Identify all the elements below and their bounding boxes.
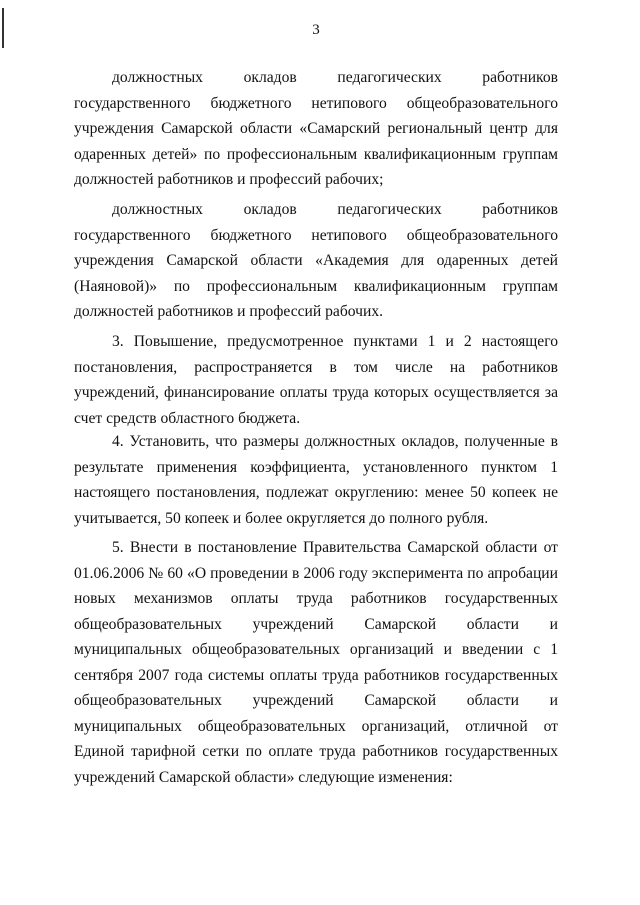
page-number: 3: [312, 22, 320, 38]
paragraph-salary-academy: должностных окладов педагогических работников государственного бюджетного нетипового общеобразовательного учреждения Самарской области «Академия для одаренных детей (Наяновой)» по профессиональным квалификационным группам должностей работников и профессий рабочих.: [74, 201, 558, 320]
paragraph-item-3: 3. Повышение, предусмотренное пунктами 1 и 2 настоящего постановления, распространяется в том числе на работников учреждений, финансирование оплаты труда которых осуществляется за счет средств областного бюджета.: [74, 333, 558, 427]
paragraph-item-5: 5. Внести в постановление Правительства Самарской области от 01.06.2006 № 60 «О проведении в 2006 году эксперимента по апробации новых механизмов оплаты труда работников государственных общеобразовательных учреждений Самарской области и муниципальных общеобразовательных организаций и введении с 1 сентября 2007 года системы оплаты труда работников государственных общеобразовательных учреждений Самарской области и муниципальных общеобразовательных организаций, отличной от Единой тарифной сетки по оплате труда работников государственных учреждений Самарской области» следующие изменения:: [74, 539, 558, 786]
paragraph-salary-regional-center: должностных окладов педагогических работников государственного бюджетного нетипового общеобразовательного учреждения Самарской области «Самарский региональный центр для одаренных детей» по профессиональным квалификационным группам должностей работников и профессий рабочих;: [74, 69, 558, 188]
paragraph-item-4: 4. Установить, что размеры должностных окладов, полученные в результате применения коэффициента, установленного пунктом 1 настоящего постановления, подлежат округлению: менее 50 копеек не учитывается, 50 копеек и более округляется до полного рубля.: [74, 433, 558, 527]
